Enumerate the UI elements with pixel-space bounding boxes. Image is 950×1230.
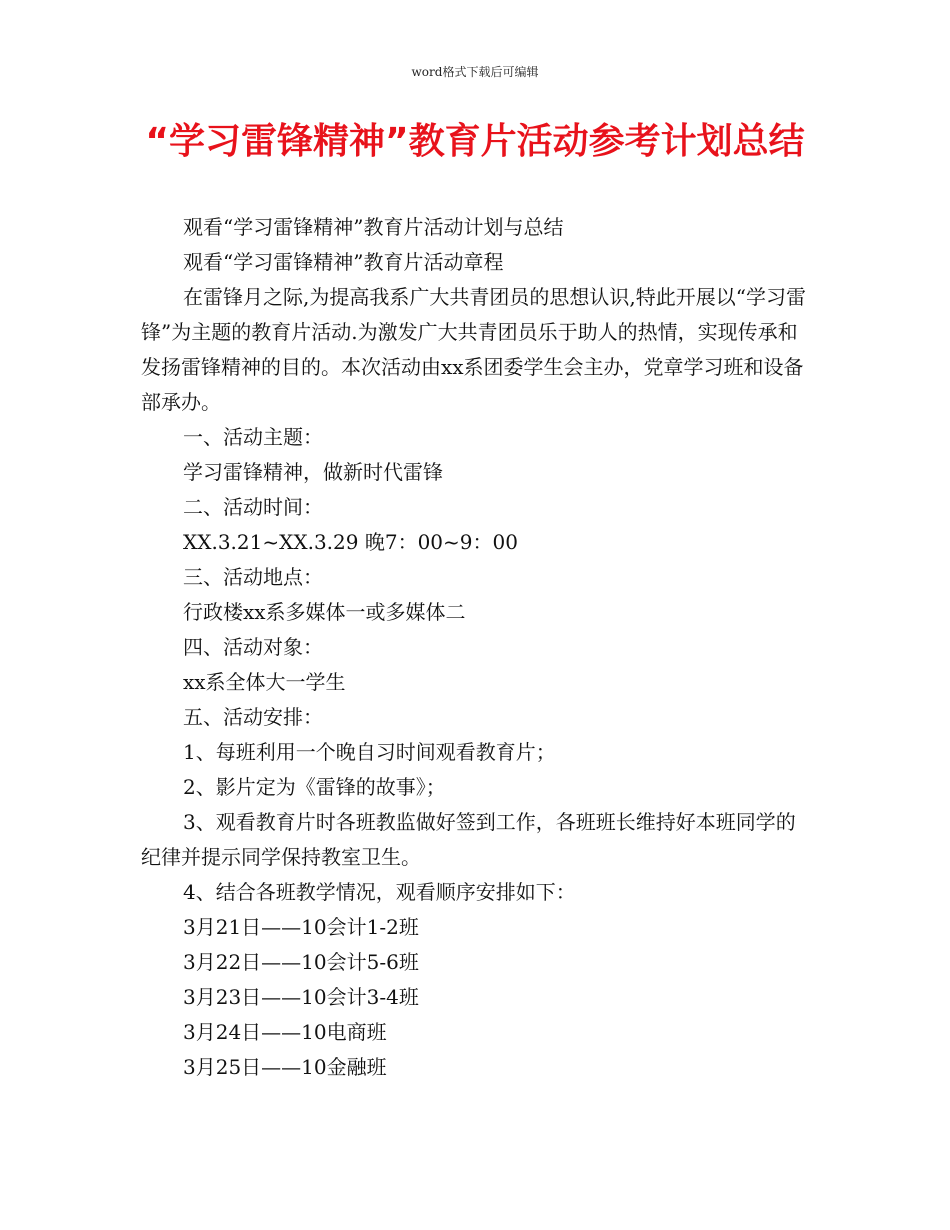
list-item: 3、观看教育片时各班教监做好签到工作，各班班长维持好本班同学的纪律并提示同学保持教室卫生。 xyxy=(141,810,796,869)
list-item: 4、结合各班教学情况，观看顺序安排如下： xyxy=(183,880,576,904)
section-heading: 一、活动主题： xyxy=(183,425,323,449)
paragraph: xx系全体大一学生 xyxy=(183,670,346,694)
document-body xyxy=(141,210,811,1085)
schedule-item: 3月25日——10金融班 xyxy=(183,1055,387,1079)
paragraph: 观看“学习雷锋精神”教育片活动章程 xyxy=(183,250,504,274)
paragraph: 观看“学习雷锋精神”教育片活动计划与总结 xyxy=(183,215,564,239)
section-heading: 三、活动地点： xyxy=(183,565,323,589)
paragraph: 行政楼xx系多媒体一或多媒体二 xyxy=(183,600,466,624)
page-header-note: word格式下载后可编辑 xyxy=(411,65,539,79)
paragraph: XX.3.21~XX.3.29 晚7：00~9：00 xyxy=(183,530,518,554)
section-heading: 二、活动时间： xyxy=(183,495,323,519)
section-heading: 五、活动安排： xyxy=(183,705,323,729)
section-heading: 四、活动对象： xyxy=(183,635,323,659)
list-item: 1、每班利用一个晚自习时间观看教育片； xyxy=(183,740,556,764)
schedule-item: 3月24日——10电商班 xyxy=(183,1020,387,1044)
document-title: “学习雷锋精神”教育片活动参考计划总结 xyxy=(145,121,805,162)
schedule-item: 3月22日——10会计5-6班 xyxy=(183,950,419,974)
schedule-item: 3月21日——10会计1-2班 xyxy=(183,915,419,939)
paragraph: 学习雷锋精神，做新时代雷锋 xyxy=(183,460,443,484)
list-item: 2、影片定为《雷锋的故事》； xyxy=(183,775,446,799)
schedule-item: 3月23日——10会计3-4班 xyxy=(183,985,419,1009)
paragraph: 在雷锋月之际,为提高我系广大共青团员的思想认识,特此开展以“学习雷锋”为主题的教育片活动.为激发广大共青团员乐于助人的热情，实现传承和发扬雷锋精神的目的。本次活动由xx系团委学生会主办，党章学习班和设备部承办。 xyxy=(141,285,806,414)
